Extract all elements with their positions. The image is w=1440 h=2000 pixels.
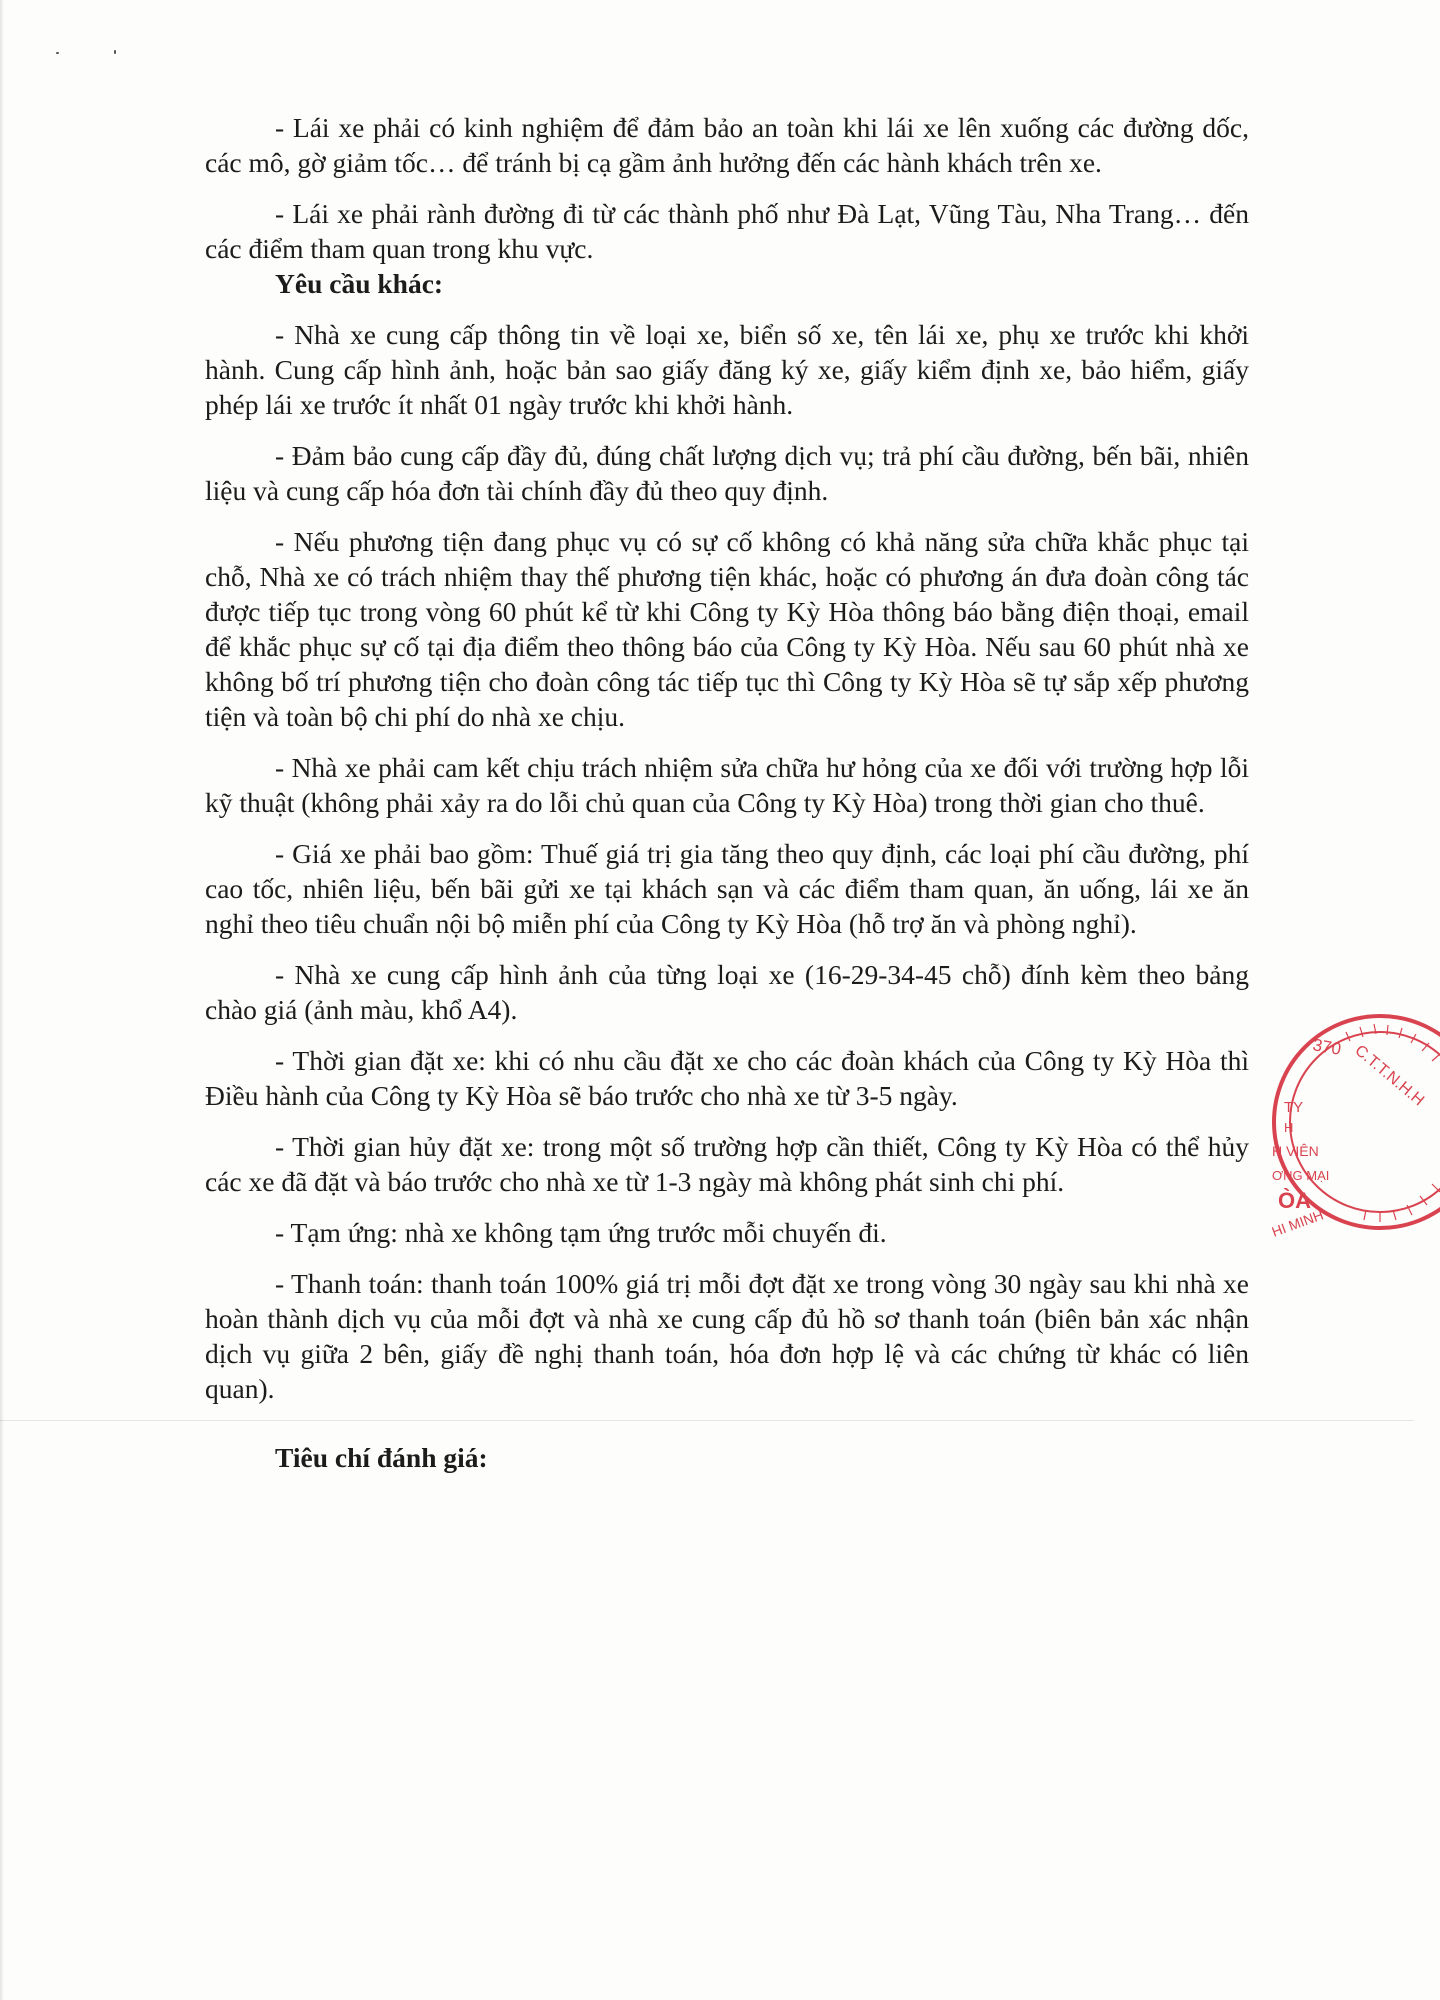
paragraph-repair-commitment: - Nhà xe phải cam kết chịu trách nhiệm sửa chữa hư hỏng của xe đối với trường hợp lỗi kỹ thuật (không phải xảy ra do lỗi chủ quan của Công ty Kỳ Hòa) trong thời gian cho thuê. (205, 752, 1249, 818)
paragraph-service-quality: - Đảm bảo cung cấp đầy đủ, đúng chất lượng dịch vụ; trả phí cầu đường, bến bãi, nhiên liệu và cung cấp hóa đơn tài chính đầy đủ theo quy định. (205, 440, 1249, 506)
heading-other-requirements: Yêu cầu khác: (275, 268, 444, 299)
svg-text:H VIÊN: H VIÊN (1272, 1143, 1319, 1159)
scan-speck (114, 50, 116, 54)
scan-edge (0, 0, 4, 2000)
svg-text:370: 370 (1311, 1035, 1343, 1059)
svg-text:TY: TY (1284, 1099, 1304, 1116)
svg-text:H: H (1284, 1120, 1294, 1135)
paragraph-advance-payment: - Tạm ứng: nhà xe không tạm ứng trước mỗi chuyến đi. (275, 1217, 887, 1248)
paragraph-booking-time: - Thời gian đặt xe: khi có nhu cầu đặt xe cho các đoàn khách của Công ty Kỳ Hòa thì Điều hành của Công ty Kỳ Hòa sẽ báo trước cho nhà xe từ 3-5 ngày. (205, 1045, 1249, 1111)
paragraph-driver-experience: - Lái xe phải có kinh nghiệm để đảm bảo an toàn khi lái xe lên xuống các đường dốc, các mô, gờ giảm tốc… để tránh bị cạ gầm ảnh hưởng đến các hành khách trên xe. (205, 112, 1249, 178)
svg-text:HI MINH: HI MINH (1269, 1206, 1326, 1240)
paragraph-price-inclusion: - Giá xe phải bao gồm: Thuế giá trị gia tăng theo quy định, các loại phí cầu đường, phí cao tốc, nhiên liệu, bến bãi gửi xe tại khách sạn và các điểm tham quan, ăn uống, lái xe ăn nghỉ theo tiêu chuẩn nội bộ miễn phí của Công ty Kỳ Hòa (hỗ trợ ăn và phòng nghỉ). (205, 838, 1249, 939)
paragraph-vehicle-info: - Nhà xe cung cấp thông tin về loại xe, biển số xe, tên lái xe, phụ xe trước khi khởi hành. Cung cấp hình ảnh, hoặc bản sao giấy đăng ký xe, giấy kiểm định xe, bảo hiểm, giấy phép lái xe trước ít nhất 01 ngày trước khi khởi hành. (205, 319, 1249, 420)
svg-text:ÒA: ÒA (1278, 1188, 1311, 1213)
paragraph-cancellation: - Thời gian hủy đặt xe: trong một số trường hợp cần thiết, Công ty Kỳ Hòa có thể hủy các xe đã đặt và báo trước cho nhà xe từ 1-3 ngày mà không phát sinh chi phí. (205, 1131, 1249, 1197)
company-seal-stamp (1262, 1012, 1440, 1240)
document-body (205, 110, 1249, 1475)
paragraph-breakdown: - Nếu phương tiện đang phục vụ có sự cố không có khả năng sửa chữa khắc phục tại chỗ, Nhà xe có trách nhiệm thay thế phương tiện khác, hoặc có phương án đưa đoàn công tác được tiếp tục trong vòng 60 phút kể từ khi Công ty Kỳ Hòa thông báo bằng điện thoại, email để khắc phục sự cố tại địa điểm theo thông báo của Công ty Kỳ Hòa. Nếu sau 60 phút nhà xe không bố trí phương tiện cho đoàn công tác tiếp tục thì Công ty Kỳ Hòa sẽ tự sắp xếp phương tiện và toàn bộ chi phí do nhà xe chịu. (205, 526, 1249, 732)
heading-evaluation-criteria: Tiêu chí đánh giá: (275, 1442, 488, 1473)
paragraph-payment: - Thanh toán: thanh toán 100% giá trị mỗi đợt đặt xe trong vòng 30 ngày sau khi nhà xe hoàn thành dịch vụ của mỗi đợt và nhà xe cung cấp đủ hồ sơ thanh toán (biên bản xác nhận dịch vụ giữa 2 bên, giấy đề nghị thanh toán, hóa đơn hợp lệ và các chứng từ khác có liên quan). (205, 1268, 1249, 1404)
svg-text:C.T.T.N.H.H: C.T.T.N.H.H (1351, 1042, 1428, 1110)
paragraph-vehicle-photos: - Nhà xe cung cấp hình ảnh của từng loại xe (16-29-34-45 chỗ) đính kèm theo bảng chào giá (ảnh màu, khổ A4). (205, 959, 1249, 1025)
svg-text:ƠNG MẠI: ƠNG MẠI (1272, 1168, 1330, 1183)
scan-speck (56, 52, 59, 54)
paragraph-driver-routes: - Lái xe phải rành đường đi từ các thành phố như Đà Lạt, Vũng Tàu, Nha Trang… đến các điểm tham quan trong khu vực. (205, 198, 1249, 264)
